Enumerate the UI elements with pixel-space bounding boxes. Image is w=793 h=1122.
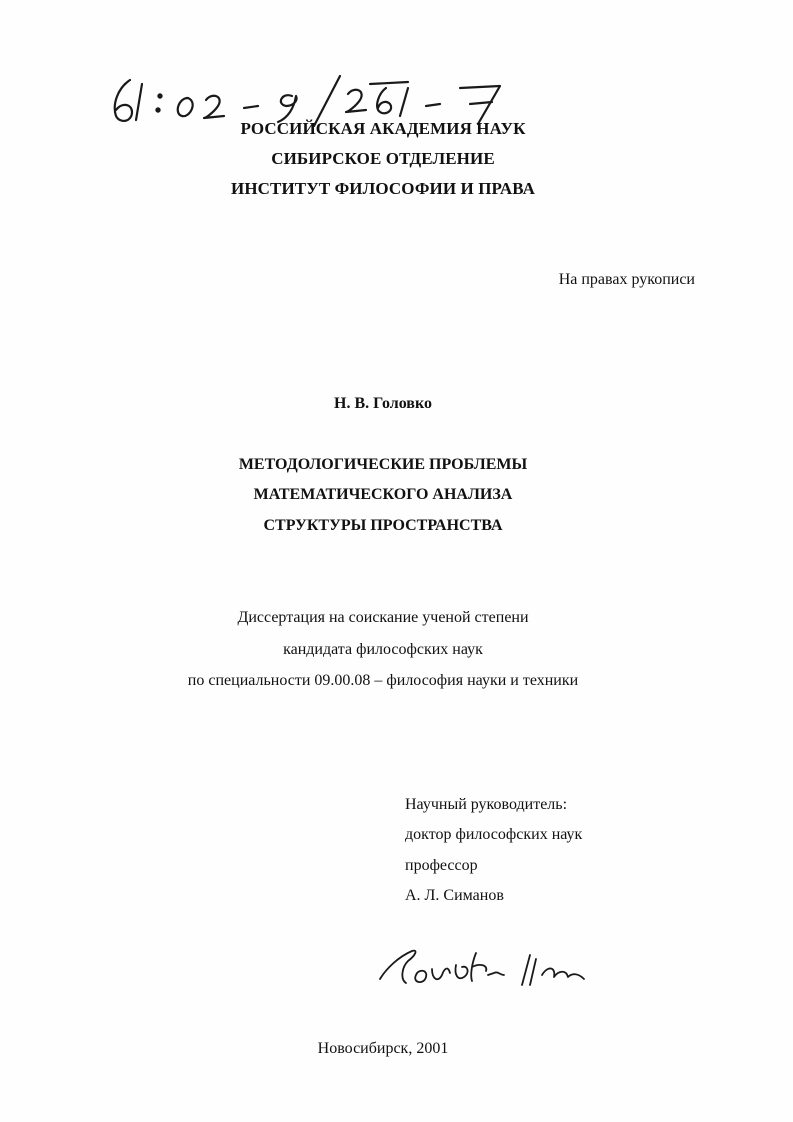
degree-description-line-3: по специальности 09.00.08 – философия науки и техники: [187, 672, 579, 689]
advisor-rank: профессор: [405, 857, 478, 874]
degree-description-line-1: Диссертация на соискание ученой степени: [237, 609, 529, 626]
handwritten-signature: [372, 935, 612, 995]
author-name: Н. В. Головко: [334, 395, 432, 412]
institution-name-academy: РОССИЙСКАЯ АКАДЕМИЯ НАУК: [240, 119, 526, 138]
institution-name-institute: ИНСТИТУТ ФИЛОСОФИИ И ПРАВА: [231, 179, 535, 198]
dissertation-title-line-3: СТРУКТУРЫ ПРОСТРАНСТВА: [263, 517, 503, 534]
advisor-degree: доктор философских наук: [405, 826, 583, 843]
dissertation-title-line-2: МАТЕМАТИЧЕСКОГО АНАЛИЗА: [253, 486, 513, 503]
manuscript-rights-note: На правах рукописи: [558, 271, 695, 288]
place-and-year: Новосибирск, 2001: [317, 1040, 449, 1057]
degree-description-line-2: кандидата философских наук: [283, 641, 483, 658]
advisor-name: А. Л. Симанов: [405, 887, 504, 904]
institution-name-branch: СИБИРСКОЕ ОТДЕЛЕНИЕ: [271, 149, 495, 168]
advisor-label: Научный руководитель:: [405, 796, 568, 813]
dissertation-title-line-1: МЕТОДОЛОГИЧЕСКИЕ ПРОБЛЕМЫ: [238, 456, 528, 473]
